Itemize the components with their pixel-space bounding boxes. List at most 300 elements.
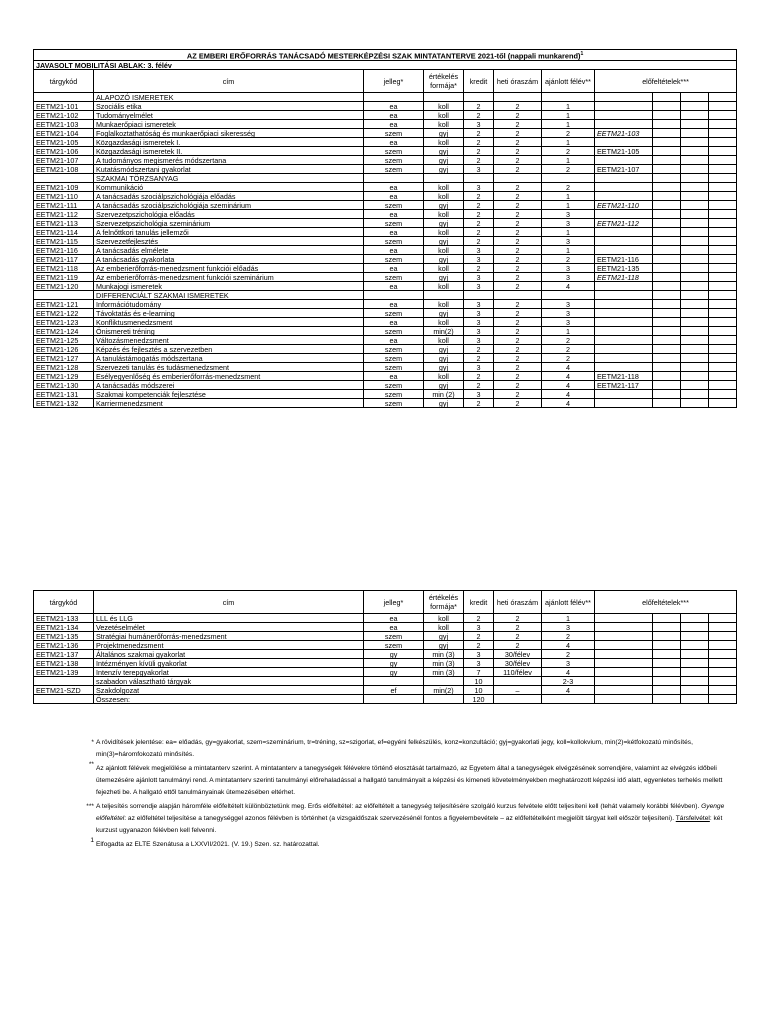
course-eval: gyj xyxy=(424,219,464,228)
course-prereq xyxy=(595,300,653,309)
section-empty-cell xyxy=(464,291,494,300)
course-type: ea xyxy=(364,102,424,111)
course-title: Szakmai kompetenciák fejlesztése xyxy=(94,390,364,399)
course-code: EETM21-112 xyxy=(34,210,94,219)
prereq-extra-cell xyxy=(709,614,737,623)
course-title: Intézményen kívüli gyakorlat xyxy=(94,659,364,668)
table-row xyxy=(34,327,737,336)
course-credit: 3 xyxy=(464,623,494,632)
course-prereq xyxy=(595,120,653,129)
course-prereq xyxy=(595,390,653,399)
course-eval: koll xyxy=(424,372,464,381)
header-title: cím xyxy=(94,70,364,93)
table-row xyxy=(34,300,737,309)
course-eval: min (2) xyxy=(424,390,464,399)
course-code: EETM21-138 xyxy=(34,659,94,668)
table-row xyxy=(34,354,737,363)
course-eval: gyj xyxy=(424,129,464,138)
course-hours: 2 xyxy=(494,327,542,336)
prereq-extra-cell xyxy=(681,156,709,165)
footnote-approval: 1 Elfogadta az ELTE Szenátusa a LXXVII/2021. (V. 19.) Szen. sz. határozattal. xyxy=(90,837,320,848)
section-empty-cell xyxy=(364,174,424,183)
prereq-extra-cell xyxy=(653,300,681,309)
course-credit: 2 xyxy=(464,632,494,641)
header-credit: kredit xyxy=(464,591,494,614)
prereq-extra-cell xyxy=(681,183,709,192)
course-prereq: EETM21-117 xyxy=(595,381,653,390)
prereq-extra-cell xyxy=(681,390,709,399)
course-semester: 2 xyxy=(542,632,595,641)
course-hours: 2 xyxy=(494,156,542,165)
course-semester: 1 xyxy=(542,192,595,201)
section-empty-cell xyxy=(364,93,424,102)
course-credit: 3 xyxy=(464,309,494,318)
course-semester: 1 xyxy=(542,111,595,120)
course-eval: gyj xyxy=(424,381,464,390)
course-title: Projektmenedzsment xyxy=(94,641,364,650)
course-code: EETM21-115 xyxy=(34,237,94,246)
prereq-extra-cell xyxy=(681,372,709,381)
prereq-extra-cell xyxy=(709,237,737,246)
course-credit: 3 xyxy=(464,165,494,174)
course-type: ea xyxy=(364,318,424,327)
course-semester: 4 xyxy=(542,399,595,408)
prereq-extra-cell xyxy=(681,102,709,111)
prereq-extra-cell xyxy=(681,336,709,345)
course-title: Kommunikáció xyxy=(94,183,364,192)
course-type: ea xyxy=(364,282,424,291)
course-prereq: EETM21-105 xyxy=(595,147,653,156)
prereq-extra-cell xyxy=(653,156,681,165)
table-row xyxy=(34,399,737,408)
prereq-extra-cell xyxy=(653,686,681,695)
section-empty-cell xyxy=(494,291,542,300)
course-title: LLL és LLG xyxy=(94,614,364,623)
header-type: jelleg* xyxy=(364,591,424,614)
course-code: EETM21-111 xyxy=(34,201,94,210)
course-type: ef xyxy=(364,686,424,695)
prereq-extra-cell xyxy=(709,264,737,273)
footnote-semesters: ** Az ajánlott félévek megjelölése a mintatanterv szerint. A mintatanterv a tanegységek félévekre történő elosztását tartalmazó, az Egyetem által a tanegységek elvégzésének sorrendjére, valamint az elvégzés időbeli ütemezésére ajánlott tanulmányi rend. A mintatanterv szerinti tanulmányi előrehaladással a hallgató tanulmányait a képzési és kimeneti követelményekben meghatározott képzési idő alatt, egyenletes terhelés mellett fejezheti be. A hallgató ettől tanulmányainak ütemezésében eltérhet. xyxy=(88,761,723,796)
course-prereq xyxy=(595,659,653,668)
section-empty-cell xyxy=(34,93,94,102)
course-type: gy xyxy=(364,650,424,659)
course-credit: 2 xyxy=(464,228,494,237)
course-credit: 3 xyxy=(464,300,494,309)
course-title: Távoktatás és e-learning xyxy=(94,309,364,318)
prereq-extra-cell xyxy=(681,686,709,695)
course-type: ea xyxy=(364,246,424,255)
table-row xyxy=(34,614,737,623)
course-type xyxy=(364,677,424,686)
course-eval: gyj xyxy=(424,273,464,282)
course-hours: 2 xyxy=(494,336,542,345)
course-semester: 4 xyxy=(542,686,595,695)
course-code: EETM21-128 xyxy=(34,363,94,372)
course-semester: 3 xyxy=(542,237,595,246)
course-prereq xyxy=(595,677,653,686)
table-row xyxy=(34,345,737,354)
prereq-extra-cell xyxy=(709,336,737,345)
course-credit: 2 xyxy=(464,156,494,165)
prereq-extra-cell xyxy=(653,282,681,291)
course-code: EETM21-102 xyxy=(34,111,94,120)
course-title: Közgazdasági ismeretek I. xyxy=(94,138,364,147)
course-code: EETM21-119 xyxy=(34,273,94,282)
course-hours: 2 xyxy=(494,237,542,246)
course-prereq: EETM21-116 xyxy=(595,255,653,264)
prereq-extra-cell xyxy=(653,668,681,677)
course-title: Összesen: xyxy=(94,695,364,704)
prereq-extra-cell xyxy=(709,147,737,156)
prereq-extra-cell xyxy=(681,138,709,147)
prereq-extra-cell xyxy=(653,327,681,336)
course-hours: 110/félev xyxy=(494,668,542,677)
course-code: EETM21-114 xyxy=(34,228,94,237)
course-eval: koll xyxy=(424,623,464,632)
course-credit: 2 xyxy=(464,219,494,228)
course-code: EETM21-137 xyxy=(34,650,94,659)
course-semester: 4 xyxy=(542,282,595,291)
course-credit: 2 xyxy=(464,201,494,210)
prereq-extra-cell xyxy=(653,102,681,111)
prereq-extra-cell xyxy=(653,228,681,237)
section-empty-cell xyxy=(595,174,653,183)
course-title: A tudományos megismerés módszertana xyxy=(94,156,364,165)
course-title: Szervezetfejlesztés xyxy=(94,237,364,246)
prereq-extra-cell xyxy=(653,210,681,219)
course-code: EETM21-118 xyxy=(34,264,94,273)
course-title: Szervezetpszichológia szeminárium xyxy=(94,219,364,228)
prereq-extra-cell xyxy=(681,300,709,309)
course-eval: gyj xyxy=(424,156,464,165)
course-type: ea xyxy=(364,228,424,237)
course-title: Képzés és fejlesztés a szervezetben xyxy=(94,345,364,354)
course-semester: 1 xyxy=(542,201,595,210)
prereq-extra-cell xyxy=(709,192,737,201)
course-prereq xyxy=(595,614,653,623)
course-type: szem xyxy=(364,381,424,390)
prereq-extra-cell xyxy=(709,282,737,291)
course-eval: koll xyxy=(424,246,464,255)
table-row xyxy=(34,165,737,174)
prereq-extra-cell xyxy=(681,318,709,327)
prereq-extra-cell xyxy=(681,632,709,641)
course-credit: 2 xyxy=(464,237,494,246)
footnote-prerequisites: *** A teljesítés sorrendje alapján háromféle előfeltételt különböztetünk meg. Erős előfeltétel: az előfeltételt a tanegység teljesítésére szolgáló kurzus felvétele előtt teljesíteni kell (tehát valamely korábbi félévben). Gyenge előfeltétel: az előfeltétel teljesítése a tanegységgel azonos félévben is történhet (a vizsgaidőszak szervezésénél fontos a figyelembevétele – az előfeltételként megjelölt tárgyat kell először teljesíteni). Társfelvétel: két kurzust ugyanazon félévben kell felvenni. xyxy=(86,803,725,834)
course-hours: 2 xyxy=(494,210,542,219)
course-prereq xyxy=(595,237,653,246)
course-title: A tanácsadás szociálpszichológiája előadás xyxy=(94,192,364,201)
table-row xyxy=(34,129,737,138)
course-title: Munkajogi ismeretek xyxy=(94,282,364,291)
prereq-extra-cell xyxy=(681,192,709,201)
prereq-extra-cell xyxy=(709,390,737,399)
course-type: ea xyxy=(364,372,424,381)
prereq-extra-cell xyxy=(653,255,681,264)
course-type: szem xyxy=(364,255,424,264)
course-semester: 1 xyxy=(542,120,595,129)
course-hours: 2 xyxy=(494,632,542,641)
header-code: tárgykód xyxy=(34,70,94,93)
course-credit: 3 xyxy=(464,183,494,192)
course-type: gy xyxy=(364,659,424,668)
prereq-extra-cell xyxy=(653,129,681,138)
section-empty-cell xyxy=(653,291,681,300)
course-hours: 2 xyxy=(494,147,542,156)
course-hours: 2 xyxy=(494,381,542,390)
course-eval: gyj xyxy=(424,165,464,174)
table-row xyxy=(34,192,737,201)
course-semester: 3 xyxy=(542,219,595,228)
course-title: Szociális etika xyxy=(94,102,364,111)
header-type: jelleg* xyxy=(364,70,424,93)
course-prereq xyxy=(595,686,653,695)
course-prereq xyxy=(595,318,653,327)
course-eval: koll xyxy=(424,228,464,237)
prereq-extra-cell xyxy=(681,165,709,174)
course-code: EETM21-127 xyxy=(34,354,94,363)
course-eval: gyj xyxy=(424,641,464,650)
table-row xyxy=(34,390,737,399)
course-credit: 10 xyxy=(464,686,494,695)
course-type: ea xyxy=(364,111,424,120)
section-empty-cell xyxy=(34,291,94,300)
prereq-extra-cell xyxy=(653,363,681,372)
course-hours: 2 xyxy=(494,614,542,623)
course-hours: 2 xyxy=(494,363,542,372)
course-eval: koll xyxy=(424,192,464,201)
prereq-extra-cell xyxy=(681,264,709,273)
course-credit: 3 xyxy=(464,650,494,659)
prereq-extra-cell xyxy=(681,111,709,120)
course-code: EETM21-120 xyxy=(34,282,94,291)
table-row xyxy=(34,228,737,237)
prereq-extra-cell xyxy=(709,300,737,309)
prereq-extra-cell xyxy=(681,237,709,246)
course-code: EETM21-117 xyxy=(34,255,94,264)
table-row xyxy=(34,111,737,120)
course-hours: 2 xyxy=(494,102,542,111)
prereq-extra-cell xyxy=(653,183,681,192)
course-credit: 3 xyxy=(464,659,494,668)
prereq-extra-cell xyxy=(653,677,681,686)
table-row xyxy=(34,120,737,129)
course-credit: 2 xyxy=(464,138,494,147)
course-eval xyxy=(424,695,464,704)
table-row xyxy=(34,381,737,390)
header-prereq: előfeltételek*** xyxy=(595,70,737,93)
course-eval: koll xyxy=(424,300,464,309)
course-hours: 2 xyxy=(494,264,542,273)
prereq-extra-cell xyxy=(653,264,681,273)
course-credit: 3 xyxy=(464,336,494,345)
course-code: EETM21-101 xyxy=(34,102,94,111)
course-type: szem xyxy=(364,165,424,174)
course-credit: 3 xyxy=(464,255,494,264)
course-hours: 2 xyxy=(494,129,542,138)
course-hours: 2 xyxy=(494,282,542,291)
prereq-extra-cell xyxy=(681,623,709,632)
course-hours: 2 xyxy=(494,623,542,632)
course-code: EETM21-109 xyxy=(34,183,94,192)
course-code: EETM21-108 xyxy=(34,165,94,174)
course-prereq xyxy=(595,309,653,318)
course-semester: 2 xyxy=(542,336,595,345)
course-credit: 7 xyxy=(464,668,494,677)
course-title: A tanácsadás szociálpszichológiája szeminárium xyxy=(94,201,364,210)
course-title: Munkaerőpiaci ismeretek xyxy=(94,120,364,129)
prereq-extra-cell xyxy=(709,246,737,255)
course-code: EETM21-113 xyxy=(34,219,94,228)
prereq-extra-cell xyxy=(653,372,681,381)
course-code: EETM21-SZD xyxy=(34,686,94,695)
course-title: A tanulástámogatás módszertana xyxy=(94,354,364,363)
course-semester: 3 xyxy=(542,264,595,273)
course-hours: 2 xyxy=(494,246,542,255)
course-hours: 2 xyxy=(494,165,542,174)
prereq-extra-cell xyxy=(653,650,681,659)
course-prereq: EETM21-135 xyxy=(595,264,653,273)
prereq-extra-cell xyxy=(653,192,681,201)
course-semester: 1 xyxy=(542,138,595,147)
course-type xyxy=(364,695,424,704)
course-credit: 3 xyxy=(464,318,494,327)
table-row xyxy=(34,363,737,372)
course-prereq xyxy=(595,623,653,632)
section-empty-cell xyxy=(424,291,464,300)
table-row xyxy=(34,336,737,345)
course-hours: 2 xyxy=(494,183,542,192)
section-row xyxy=(34,291,737,300)
course-hours: 2 xyxy=(494,228,542,237)
course-prereq xyxy=(595,632,653,641)
course-eval: koll xyxy=(424,183,464,192)
prereq-extra-cell xyxy=(681,399,709,408)
prereq-extra-cell xyxy=(681,282,709,291)
prereq-extra-cell xyxy=(709,399,737,408)
table-row xyxy=(34,156,737,165)
course-code: EETM21-135 xyxy=(34,632,94,641)
prereq-extra-cell xyxy=(709,228,737,237)
course-title: Intenzív terepgyakorlat xyxy=(94,668,364,677)
table-row xyxy=(34,632,737,641)
prereq-extra-cell xyxy=(709,641,737,650)
course-code: EETM21-131 xyxy=(34,390,94,399)
course-title: Szervezetpszichológia előadás xyxy=(94,210,364,219)
section-title: SZAKMAI TÖRZSANYAG xyxy=(94,174,364,183)
prereq-extra-cell xyxy=(653,147,681,156)
course-eval: min (3) xyxy=(424,668,464,677)
prereq-extra-cell xyxy=(653,623,681,632)
section-empty-cell xyxy=(709,93,737,102)
table-row xyxy=(34,255,737,264)
course-title: Közgazdasági ismeretek II. xyxy=(94,147,364,156)
table-row xyxy=(34,201,737,210)
course-prereq xyxy=(595,138,653,147)
prereq-extra-cell xyxy=(709,677,737,686)
course-credit: 2 xyxy=(464,399,494,408)
prereq-extra-cell xyxy=(709,381,737,390)
course-semester: 4 xyxy=(542,381,595,390)
course-eval: koll xyxy=(424,318,464,327)
course-title: Kutatásmódszertani gyakorlat xyxy=(94,165,364,174)
section-empty-cell xyxy=(542,93,595,102)
header-hours: heti óraszám xyxy=(494,591,542,614)
prereq-extra-cell xyxy=(653,201,681,210)
course-prereq xyxy=(595,192,653,201)
prereq-extra-cell xyxy=(709,363,737,372)
course-title: Vezetéselmélet xyxy=(94,623,364,632)
prereq-extra-cell xyxy=(709,120,737,129)
table-row xyxy=(34,641,737,650)
section-title: ALAPOZÓ ISMERETEK xyxy=(94,93,364,102)
course-semester: 3 xyxy=(542,623,595,632)
prereq-extra-cell xyxy=(681,659,709,668)
course-type: szem xyxy=(364,363,424,372)
course-credit: 3 xyxy=(464,327,494,336)
course-hours: 2 xyxy=(494,390,542,399)
course-prereq xyxy=(595,111,653,120)
course-credit: 3 xyxy=(464,363,494,372)
course-hours: – xyxy=(494,686,542,695)
table-row xyxy=(34,264,737,273)
course-hours: 2 xyxy=(494,219,542,228)
prereq-extra-cell xyxy=(653,336,681,345)
footnotes xyxy=(88,737,738,853)
course-credit: 3 xyxy=(464,282,494,291)
course-title: Konfliktusmenedzsment xyxy=(94,318,364,327)
prereq-extra-cell xyxy=(709,659,737,668)
table-row xyxy=(34,246,737,255)
course-hours: 2 xyxy=(494,641,542,650)
course-type: ea xyxy=(364,264,424,273)
prereq-extra-cell xyxy=(681,327,709,336)
course-type: szem xyxy=(364,327,424,336)
prereq-extra-cell xyxy=(709,327,737,336)
course-credit: 2 xyxy=(464,641,494,650)
prereq-extra-cell xyxy=(709,623,737,632)
course-eval: koll xyxy=(424,336,464,345)
prereq-extra-cell xyxy=(653,111,681,120)
course-code xyxy=(34,695,94,704)
prereq-extra-cell xyxy=(709,219,737,228)
prereq-extra-cell xyxy=(709,111,737,120)
course-title: Esélyegyenlőség és emberierőforrás-menedzsment xyxy=(94,372,364,381)
course-code: EETM21-129 xyxy=(34,372,94,381)
table-title: AZ EMBERI ERŐFORRÁS TANÁCSADÓ MESTERKÉPZÉSI SZAK MINTATANTERVE 2021-től (nappali munkarend)$^1$ xyxy=(34,50,737,61)
course-credit: 2 xyxy=(464,345,494,354)
section-empty-cell xyxy=(464,174,494,183)
course-type: ea xyxy=(364,210,424,219)
table-row xyxy=(34,668,737,677)
course-eval: gyj xyxy=(424,237,464,246)
course-eval: min(2) xyxy=(424,327,464,336)
course-hours xyxy=(494,695,542,704)
prereq-extra-cell xyxy=(709,165,737,174)
table-row xyxy=(34,695,737,704)
header-eval: értékelés formája* xyxy=(424,591,464,614)
prereq-extra-cell xyxy=(709,650,737,659)
course-prereq xyxy=(595,650,653,659)
course-eval: koll xyxy=(424,138,464,147)
course-prereq xyxy=(595,102,653,111)
course-semester: 1 xyxy=(542,614,595,623)
course-eval xyxy=(424,677,464,686)
prereq-extra-cell xyxy=(709,183,737,192)
course-semester: 4 xyxy=(542,668,595,677)
section-empty-cell xyxy=(364,291,424,300)
